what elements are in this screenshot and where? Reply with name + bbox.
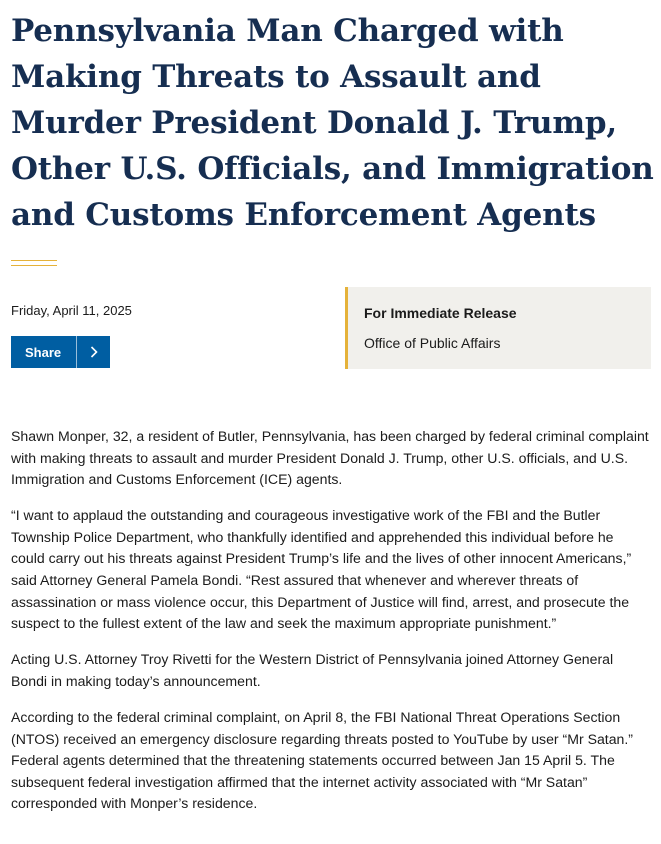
- page-title: Pennsylvania Man Charged with Making Threats to Assault and Murder President Donald J. Trump, Other U.S. Officials, and Immigration and Customs Enforcement Agents: [11, 13, 654, 233]
- article-paragraph: Acting U.S. Attorney Troy Rivetti for the Western District of Pennsylvania joined Attorney General Bondi in making today’s announcement.: [11, 651, 614, 689]
- title-accent-line-top: [11, 260, 57, 261]
- article-paragraph: “I want to applaud the outstanding and courageous investigative work of the FBI and the Butler Township Police Department, who thankfully identified and apprehended this individual before he could carry out his threats against President Trump’s life and the lives of other innocent Americans,” said Attorney General Pamela Bondi. “Rest assured that whenever and wherever threats of assassination or mass violence occur, this Department of Justice will find, arrest, and prosecute the suspect to the fullest extent of the law and seek the maximum appropriate punishment.”: [11, 507, 632, 632]
- share-button[interactable]: [11, 336, 110, 368]
- release-office: Office of Public Affairs: [364, 335, 501, 351]
- release-title: For Immediate Release: [364, 305, 517, 321]
- share-button-label: Share: [25, 344, 62, 360]
- publish-date: Friday, April 11, 2025: [11, 303, 132, 318]
- article-paragraph: According to the federal criminal complaint, on April 8, the FBI National Threat Operations Section (NTOS) received an emergency disclosure regarding threats posted to YouTube by user “Mr Satan.” Federal agents determined that the threatening statements occurred between Jan 15 April 5. The subsequent federal investigation affirmed that the internet activity associated with “Mr Satan” corresponded with Monper’s residence.: [11, 709, 634, 812]
- article-body: [11, 426, 651, 830]
- chevron-right-icon: [77, 346, 110, 358]
- article-paragraph: Shawn Monper, 32, a resident of Butler, Pennsylvania, has been charged by federal criminal complaint with making threats to assault and murder President Donald J. Trump, other U.S. officials, and U.S. Immigration and Customs Enforcement (ICE) agents.: [11, 428, 649, 488]
- title-accent-line-bottom: [11, 265, 57, 266]
- release-info-box: [345, 287, 651, 369]
